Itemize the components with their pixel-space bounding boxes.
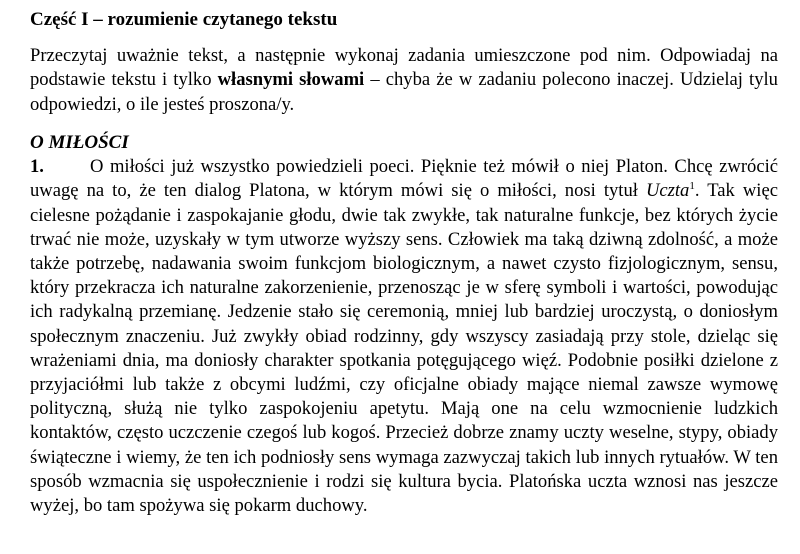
footnote-mark[interactable]: 1 <box>689 180 695 193</box>
instructions-text-1: Przeczytaj uważnie tekst, a następnie wykonaj zadania umieszczone pod nim. Odpowiadaj na podstawie tekstu i tylko <box>30 45 778 91</box>
paragraph-text-1: O miłości już wszystko powiedzieli poeci. Pięknie też mówił o niej Platon. Chcę zwrócić uwagę na to, że ten dialog Platona, w którym mówi się o miłości, nosi tytuł <box>30 156 778 202</box>
paragraph-text-2: . Tak więc cielesne pożądanie i zaspokajanie głodu, dwie tak zwykłe, tak naturalne funkcje, bez których życie trwać nie może, uzyskały w tym utworze wyższy sens. Człowiek ma taką dziwną zdolność, a może także potrzebę, nadawania swoim funkcjom biologicznym, a nawet czysto fizjologicznym, sensu, który przekracza ich naturalne zakorzenienie, przenosząc je w sferę symboli i wartości, powodując ich radykalną przemianę. Jedzenie stało się ceremonią, mniej lub bardziej uroczystą, o doniosłym społecznym znaczeniu. Już zwykły obiad rodzinny, gdy wszyscy zasiadają przy stole, dzieląc się wrażeniami dnia, ma doniosły charakter spotkania potęgującego więź. Podobnie posiłki dzielone z przyjaciółmi lub także z obcymi ludźmi, czy oficjalne obiady mające niemal zawsze wymowę polityczną, służą nie tylko zaspokojeniu apetytu. Mają one na celu wzmocnienie ludzkich kontaktów, często uczczenie czegoś lub kogoś. Przecież dobrze znamy uczty weselne, stypy, obiady świąteczne i wiemy, że ten ich podniosły sens wymaga zazwyczaj takich lub innych rytuałów. W ten sposób wzmacnia się uspołecznienie i rodzi się kultura bycia. Platońska uczta wznosi nas jeszcze wyżej, bo tam spożywa się pokarm duchowy. <box>30 180 778 517</box>
paragraph-number: 1. <box>30 156 44 178</box>
instructions-emphasis: własnymi słowami <box>217 69 365 91</box>
instructions-text-2: – chyba że w zadaniu polecono inaczej. Udzielaj tylu odpowiedzi, o ile jesteś proszona/y. <box>30 69 778 115</box>
section-title: Część I – rozumienie czytanego tekstu <box>30 9 338 30</box>
instructions <box>30 44 778 117</box>
article-title: O MIŁOŚCI <box>30 132 129 154</box>
book-title: Uczta <box>645 180 690 202</box>
article-paragraph <box>30 155 778 518</box>
